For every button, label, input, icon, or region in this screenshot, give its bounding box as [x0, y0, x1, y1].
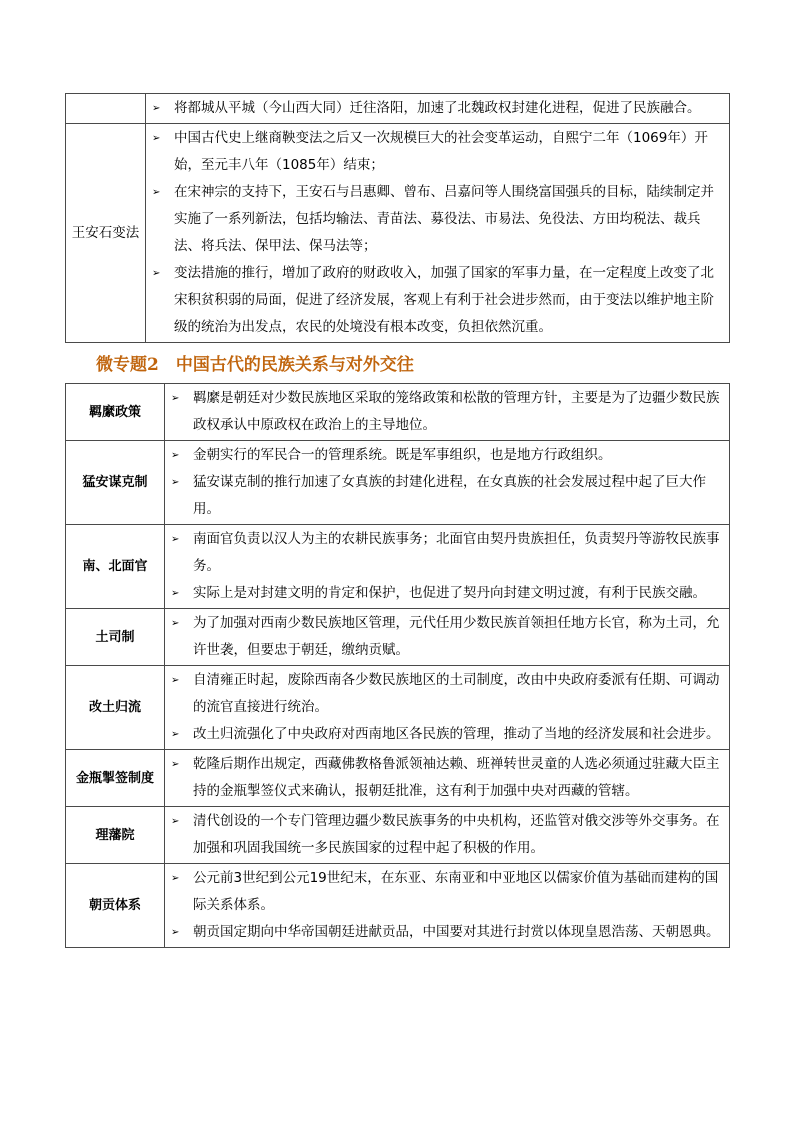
list-item: [171, 808, 725, 862]
arrow-bullet-icon: ➢: [171, 816, 180, 827]
list-item: [152, 260, 725, 341]
list-item: [171, 385, 725, 439]
list-item-text: 中国古代史上继商鞅变法之后又一次规模巨大的社会变革运动，自熙宁二年（1069年）开始，至元丰八年（1085年）结束；: [174, 130, 708, 173]
list-item: [171, 442, 725, 469]
arrow-bullet-icon: ➢: [171, 927, 180, 938]
row-content: [165, 666, 730, 750]
row-topic: 理藩院: [66, 807, 165, 864]
list-item: [171, 919, 725, 946]
arrow-bullet-icon: ➢: [152, 268, 161, 279]
row-content: [165, 807, 730, 864]
list-item: [152, 95, 725, 122]
row-topic: 土司制: [66, 609, 165, 666]
table-row: [66, 750, 730, 807]
list-item-text: 金朝实行的军民合一的管理系统。既是军事组织，也是地方行政组织。: [193, 447, 612, 463]
row-topic: 猛安谋克制: [66, 441, 165, 525]
table-row: [66, 864, 730, 948]
arrow-bullet-icon: ➢: [171, 618, 180, 629]
row-topic: 羁縻政策: [66, 384, 165, 441]
arrow-bullet-icon: ➢: [152, 187, 161, 198]
list-item: [171, 865, 725, 919]
list-item-text: 清代创设的一个专门管理边疆少数民族事务的中央机构，还监管对俄交涉等外交事务。在加强和巩固我国统一多民族国家的过程中起了积极的作用。: [193, 813, 720, 856]
row-topic: [66, 94, 146, 124]
table-row: [66, 666, 730, 750]
row-topic: 南、北面官: [66, 525, 165, 609]
list-item-text: 公元前3世纪到公元19世纪末，在东亚、东南亚和中亚地区以儒家价值为基础而建构的国际关系体系。: [193, 870, 719, 913]
list-item-text: 猛安谋克制的推行加速了女真族的封建化进程，在女真族的社会发展过程中起了巨大作用。: [193, 474, 706, 517]
list-item-text: 南面官负责以汉人为主的农耕民族事务；北面官由契丹贵族担任，负责契丹等游牧民族事务。: [193, 531, 720, 574]
list-item-text: 朝贡国定期向中华帝国朝廷进献贡品，中国要对其进行封赏以体现皇恩浩荡、天朝恩典。: [193, 924, 720, 940]
arrow-bullet-icon: ➢: [171, 534, 180, 545]
arrow-bullet-icon: ➢: [152, 103, 161, 114]
arrow-bullet-icon: ➢: [171, 588, 180, 599]
list-item: [152, 125, 725, 179]
list-item: [171, 610, 725, 664]
list-item-text: 在宋神宗的支持下，王安石与吕惠卿、曾布、吕嘉问等人围绕富国强兵的目标，陆续制定并实施了一系列新法，包括均输法、青苗法、募役法、市易法、免役法、方田均税法、裁兵法、将兵法、保甲法、保马法等；: [174, 184, 714, 254]
arrow-bullet-icon: ➢: [171, 675, 180, 686]
arrow-bullet-icon: ➢: [152, 133, 161, 144]
row-content: [165, 609, 730, 666]
list-item-text: 实际上是对封建文明的肯定和保护，也促进了契丹向封建文明过渡，有利于民族交融。: [193, 585, 706, 601]
list-item: [171, 751, 725, 805]
row-topic: 金瓶掣签制度: [66, 750, 165, 807]
table-row: [66, 525, 730, 609]
list-item-text: 为了加强对西南少数民族地区管理，元代任用少数民族首领担任地方长官，称为土司，允许世袭，但要忠于朝廷，缴纳贡赋。: [193, 615, 720, 658]
arrow-bullet-icon: ➢: [171, 393, 180, 404]
list-item-text: 将都城从平城（今山西大同）迁往洛阳，加速了北魏政权封建化进程，促进了民族融合。: [174, 100, 701, 116]
table-row: [66, 124, 730, 343]
list-item: [171, 469, 725, 523]
list-item: [171, 580, 725, 607]
table-wang-anshi-reform: [65, 93, 730, 343]
list-item-text: 羁縻是朝廷对少数民族地区采取的笼络政策和松散的管理方针，主要是为了边疆少数民族政权承认中原政权在政治上的主导地位。: [193, 390, 720, 433]
table-row: [66, 609, 730, 666]
row-content: [146, 94, 730, 124]
row-content: [165, 750, 730, 807]
table-row: [66, 807, 730, 864]
row-content: [165, 441, 730, 525]
list-item-text: 改土归流强化了中央政府对西南地区各民族的管理，推动了当地的经济发展和社会进步。: [193, 726, 720, 742]
table-ethnic-relations: [65, 383, 730, 948]
row-topic: 改土归流: [66, 666, 165, 750]
arrow-bullet-icon: ➢: [171, 873, 180, 884]
table-row: [66, 94, 730, 124]
list-item: [171, 721, 725, 748]
row-content: [165, 525, 730, 609]
arrow-bullet-icon: ➢: [171, 729, 180, 740]
list-item: [171, 667, 725, 721]
arrow-bullet-icon: ➢: [171, 759, 180, 770]
row-content: [146, 124, 730, 343]
list-item-text: 变法措施的推行，增加了政府的财政收入，加强了国家的军事力量，在一定程度上改变了北宋积贫积弱的局面，促进了经济发展，客观上有利于社会进步然而，由于变法以维护地主阶级的统治为出发点，农民的处境没有根本改变，负担依然沉重。: [174, 265, 714, 335]
table-row: [66, 384, 730, 441]
list-item-text: 自清雍正时起，废除西南各少数民族地区的土司制度，改由中央政府委派有任期、可调动的流官直接进行统治。: [193, 672, 720, 715]
arrow-bullet-icon: ➢: [171, 450, 180, 461]
list-item: [171, 526, 725, 580]
arrow-bullet-icon: ➢: [171, 477, 180, 488]
list-item-text: 乾隆后期作出规定，西藏佛教格鲁派领袖达赖、班禅转世灵童的人选必须通过驻藏大臣主持的金瓶掣签仪式来确认，报朝廷批准，这有利于加强中央对西藏的管辖。: [193, 756, 720, 799]
section-heading: 微专题2 中国古代的民族关系与对外交往: [96, 355, 414, 375]
row-content: [165, 384, 730, 441]
table-row: [66, 441, 730, 525]
list-item: [152, 179, 725, 260]
row-content: [165, 864, 730, 948]
row-topic: 王安石变法: [66, 124, 146, 343]
row-topic: 朝贡体系: [66, 864, 165, 948]
